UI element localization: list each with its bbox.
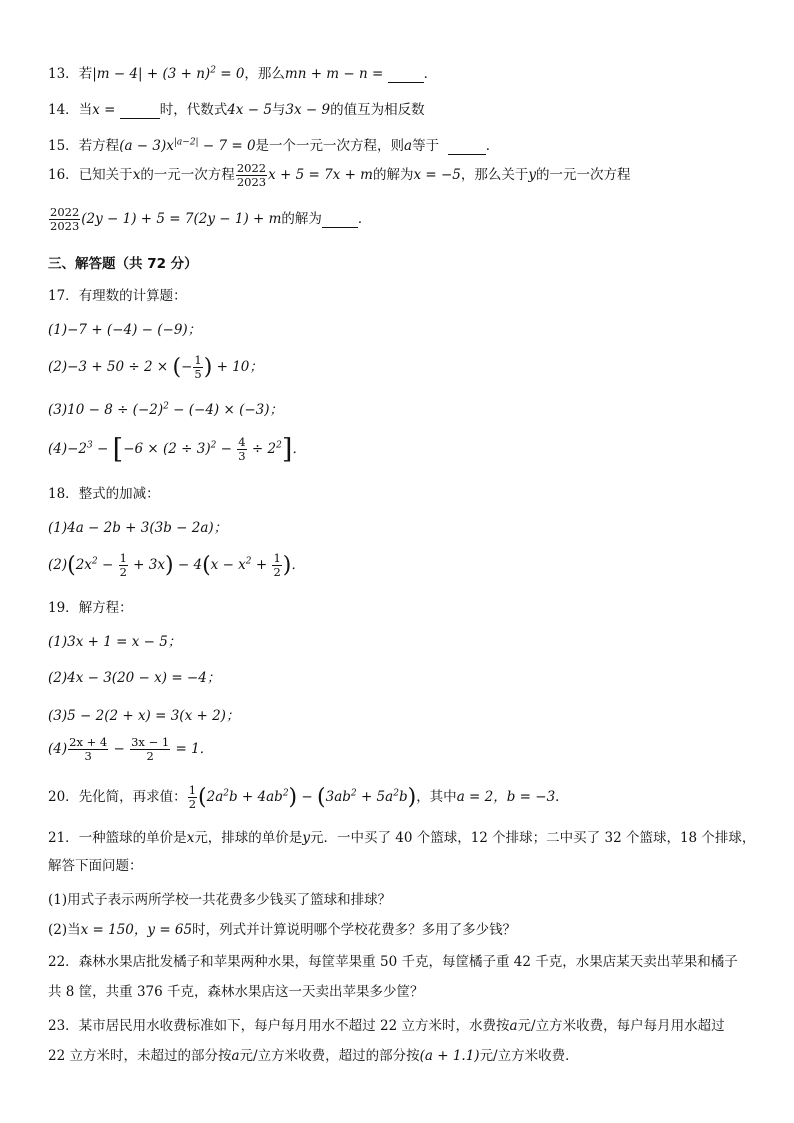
text: 与 xyxy=(271,102,286,118)
text: 元/立方米收费，每户每月用水超过 xyxy=(517,1018,725,1034)
text: 元．一中买了 40 个篮球，12 个排球；二中买了 32 个篮球，18 个排球， xyxy=(309,830,756,846)
numerator: 2022 xyxy=(50,205,80,219)
values: a = 2，b = −3 xyxy=(456,789,556,805)
question-14: 14．当x = 时，代数式4x − 5与3x − 9的值互为相反数 xyxy=(48,102,425,118)
question-17 xyxy=(48,284,187,304)
expression: 3x − 9 xyxy=(285,102,331,118)
question-number: 13． xyxy=(48,66,79,82)
question-23: 23．某市居民用水收费标准如下，每户每月用水不超过 22 立方米时，水费按a元/立方米收费，每户每月用水超过 xyxy=(48,1018,725,1034)
equation: (2y − 1) + 5 = 7(2y − 1) + m xyxy=(81,211,282,227)
question-number: 21． xyxy=(48,830,79,846)
subquestion-19-3: (3)5 − 2(2 + x) = 3(x + 2)； xyxy=(48,708,240,724)
question-19 xyxy=(48,596,133,616)
subquestion-17-1: (1)−7 + (−4) − (−9)； xyxy=(48,322,202,338)
subquestion-17-2: (2)−3 + 50 ÷ 2 × (− $\frac{1}{5}$ ) + 10； xyxy=(48,353,263,381)
text: 时，列式并计算说明哪个学校花费多？多用了多少钱？ xyxy=(192,922,517,938)
variable: x xyxy=(132,167,141,183)
text: 元/立方米收费，超过的部分按 xyxy=(239,1048,420,1064)
fraction xyxy=(236,162,267,189)
equation: x = −5 xyxy=(413,167,461,183)
subquestion-21-1: (1)用式子表示两所学校一共花费多少钱买了篮球和排球？ xyxy=(48,892,392,908)
answer-blank[interactable] xyxy=(120,102,160,119)
text: ，其中 xyxy=(416,789,457,805)
text: 已知关于 xyxy=(78,167,133,183)
equation: x + 5 = 7x + m xyxy=(268,167,373,183)
text: 是一个一元一次方程，则 xyxy=(255,138,405,154)
subquestion-18-1: (1)4a − 2b + 3(3b − 2a)； xyxy=(48,520,228,536)
question-number: 16． xyxy=(48,167,79,183)
variable: y xyxy=(528,167,537,183)
question-22 xyxy=(48,950,738,970)
answer-blank[interactable] xyxy=(448,138,486,155)
question-18 xyxy=(48,482,160,502)
text: ． xyxy=(423,66,438,82)
answer-blank[interactable] xyxy=(322,211,358,228)
text: 的解为 xyxy=(281,211,322,227)
section-heading: 三、解答题（共 72 分） xyxy=(48,256,198,272)
text: 先化简，再求值： xyxy=(78,789,187,805)
question-23-line-2: 22 立方米时，未超过的部分按a元/立方米收费，超过的部分按(a + 1.1)元/立方米收费． xyxy=(48,1048,579,1064)
variable: a xyxy=(404,138,413,154)
text: ，那么关于 xyxy=(460,167,529,183)
equation: $|m - 4| + (3 + n)^2 = 0$ xyxy=(92,65,245,82)
subquestion-19-2: (2)4x − 3(20 − x) = −4； xyxy=(48,670,221,686)
question-16 xyxy=(48,162,631,189)
subquestion-19-4: (4) $\frac{2x + 4}{3}$ − $\frac{3x - 1}{2}$ = 1． xyxy=(48,735,214,763)
text: 某市居民用水收费标准如下，每户每月用水不超过 22 立方米时，水费按 xyxy=(78,1018,510,1034)
question-21-line-2: 解答下面问题： xyxy=(48,858,143,874)
question-number: 14． xyxy=(48,102,79,118)
subquestion-17-4: $(4)-2^3 - [-6 \times (2 \div 3)^2$ − $\frac{4}{3}$ ÷ $2^2$]． xyxy=(48,434,306,465)
text: 元/立方米收费． xyxy=(479,1048,579,1064)
text: 的一元一次方程 xyxy=(140,167,235,183)
question-16-line-2 xyxy=(48,206,371,233)
variable: x xyxy=(92,102,100,118)
subquestion-21-2 xyxy=(48,918,516,938)
text: ． xyxy=(357,211,372,227)
text: 22 立方米时，未超过的部分按 xyxy=(48,1048,232,1064)
question-number: 17． xyxy=(48,288,79,304)
answer-blank[interactable] xyxy=(388,66,424,83)
text: 的解为 xyxy=(372,167,414,183)
question-number: 15． xyxy=(48,138,79,154)
text: 等于 xyxy=(412,138,440,154)
text: 一种篮球的单价是 xyxy=(78,830,187,846)
text: ． xyxy=(485,138,500,154)
expression: 4x − 5 xyxy=(227,102,272,118)
question-number: 23． xyxy=(48,1018,79,1034)
text: 当 xyxy=(78,102,93,118)
numerator: 2022 xyxy=(236,161,267,175)
question-15 xyxy=(48,134,499,155)
text: 若方程 xyxy=(78,138,120,154)
values: x = 150，y = 65 xyxy=(80,922,193,938)
denominator: 2023 xyxy=(50,219,80,233)
equation: $(a - 3)x^{|a-2|} - 7 = 0$ xyxy=(119,137,256,154)
expression: mn + m − n = xyxy=(284,66,388,82)
text: 森林水果店批发橘子和苹果两种水果，每筐苹果重 50 千克，每筐橘子重 42 千克，水果店某天卖出苹果和橘子 xyxy=(78,954,738,970)
fraction xyxy=(49,206,80,233)
text: (2)当 xyxy=(48,922,81,938)
question-number: 18． xyxy=(48,486,79,502)
question-title: 解方程： xyxy=(78,600,133,616)
text: 的一元一次方程 xyxy=(536,167,631,183)
question-21: 21．一种篮球的单价是x元，排球的单价是y元．一中买了 40 个篮球，12 个排球；二中买了 32 个篮球，18 个排球， xyxy=(48,830,756,846)
text: 时，代数式 xyxy=(159,102,228,118)
question-13 xyxy=(48,62,437,83)
text: 元，排球的单价是 xyxy=(194,830,303,846)
question-title: 整式的加减： xyxy=(78,486,160,502)
subquestion-17-3: $(3)10 - 8 \div (-2)^2 - (-4) \times (-3)$； xyxy=(48,401,284,418)
question-20: 20．先化简，再求值： $\frac{1}{2}$ $(2a^2b + 4ab^2) - (3ab^2 + 5a^2b)$，其中a = 2，b = −3． xyxy=(48,783,569,811)
fraction: $\frac{1}{2}$ xyxy=(188,783,197,811)
question-number: 20． xyxy=(48,789,79,805)
question-22-line-2: 共 8 筐，共重 376 千克，森林水果店这一天卖出苹果多少筐？ xyxy=(48,984,424,1000)
text: ． xyxy=(555,789,569,805)
subquestion-18-2: $(2)(2x^2$ − $\frac{1}{2}$ + $3x) - 4(x - x^2$ + $\frac{1}{2}$ )． xyxy=(48,551,305,579)
question-title: 有理数的计算题： xyxy=(78,288,187,304)
text: ，那么 xyxy=(244,66,285,82)
question-number: 19． xyxy=(48,600,79,616)
subquestion-19-1: (1)3x + 1 = x − 5； xyxy=(48,634,182,650)
text: 若 xyxy=(78,66,93,82)
question-number: 22． xyxy=(48,954,79,970)
text: 的值互为相反数 xyxy=(330,102,425,118)
denominator: 2023 xyxy=(236,175,267,189)
